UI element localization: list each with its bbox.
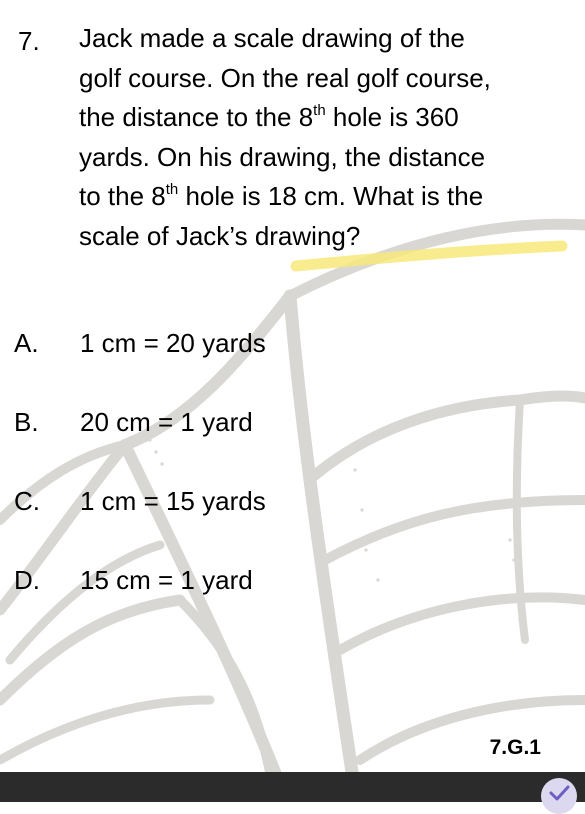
question-number: 7.	[18, 26, 40, 56]
choice-d[interactable]	[0, 560, 585, 600]
question-line: Jack made a scale drawing of the	[79, 23, 465, 53]
choice-letter: A.	[14, 328, 39, 358]
choice-text: 20 cm = 1 yard	[80, 407, 253, 437]
checkmark-icon	[541, 778, 577, 814]
question-line: the distance to the 8th hole is 360	[79, 102, 459, 132]
choice-text: 1 cm = 15 yards	[80, 486, 266, 516]
choice-b[interactable]	[0, 402, 585, 442]
choice-c[interactable]	[0, 481, 585, 521]
bottom-bar	[0, 772, 585, 802]
choice-text: 15 cm = 1 yard	[80, 565, 253, 595]
choice-letter: B.	[14, 407, 39, 437]
standard-code: 7.G.1	[489, 736, 541, 759]
question-text	[79, 19, 569, 256]
choice-letter: D.	[14, 565, 40, 595]
question-line: scale of Jack’s drawing?	[79, 220, 361, 251]
question-line: golf course. On the real golf course,	[79, 62, 491, 93]
question-line: to the 8th hole is 18 cm. What is the	[79, 181, 484, 211]
choice-text: 1 cm = 20 yards	[80, 328, 266, 358]
choice-letter: C.	[14, 486, 40, 516]
question-line: yards. On his drawing, the distance	[79, 141, 486, 172]
checkmark-badge[interactable]	[541, 778, 577, 814]
choice-a[interactable]	[0, 323, 585, 363]
